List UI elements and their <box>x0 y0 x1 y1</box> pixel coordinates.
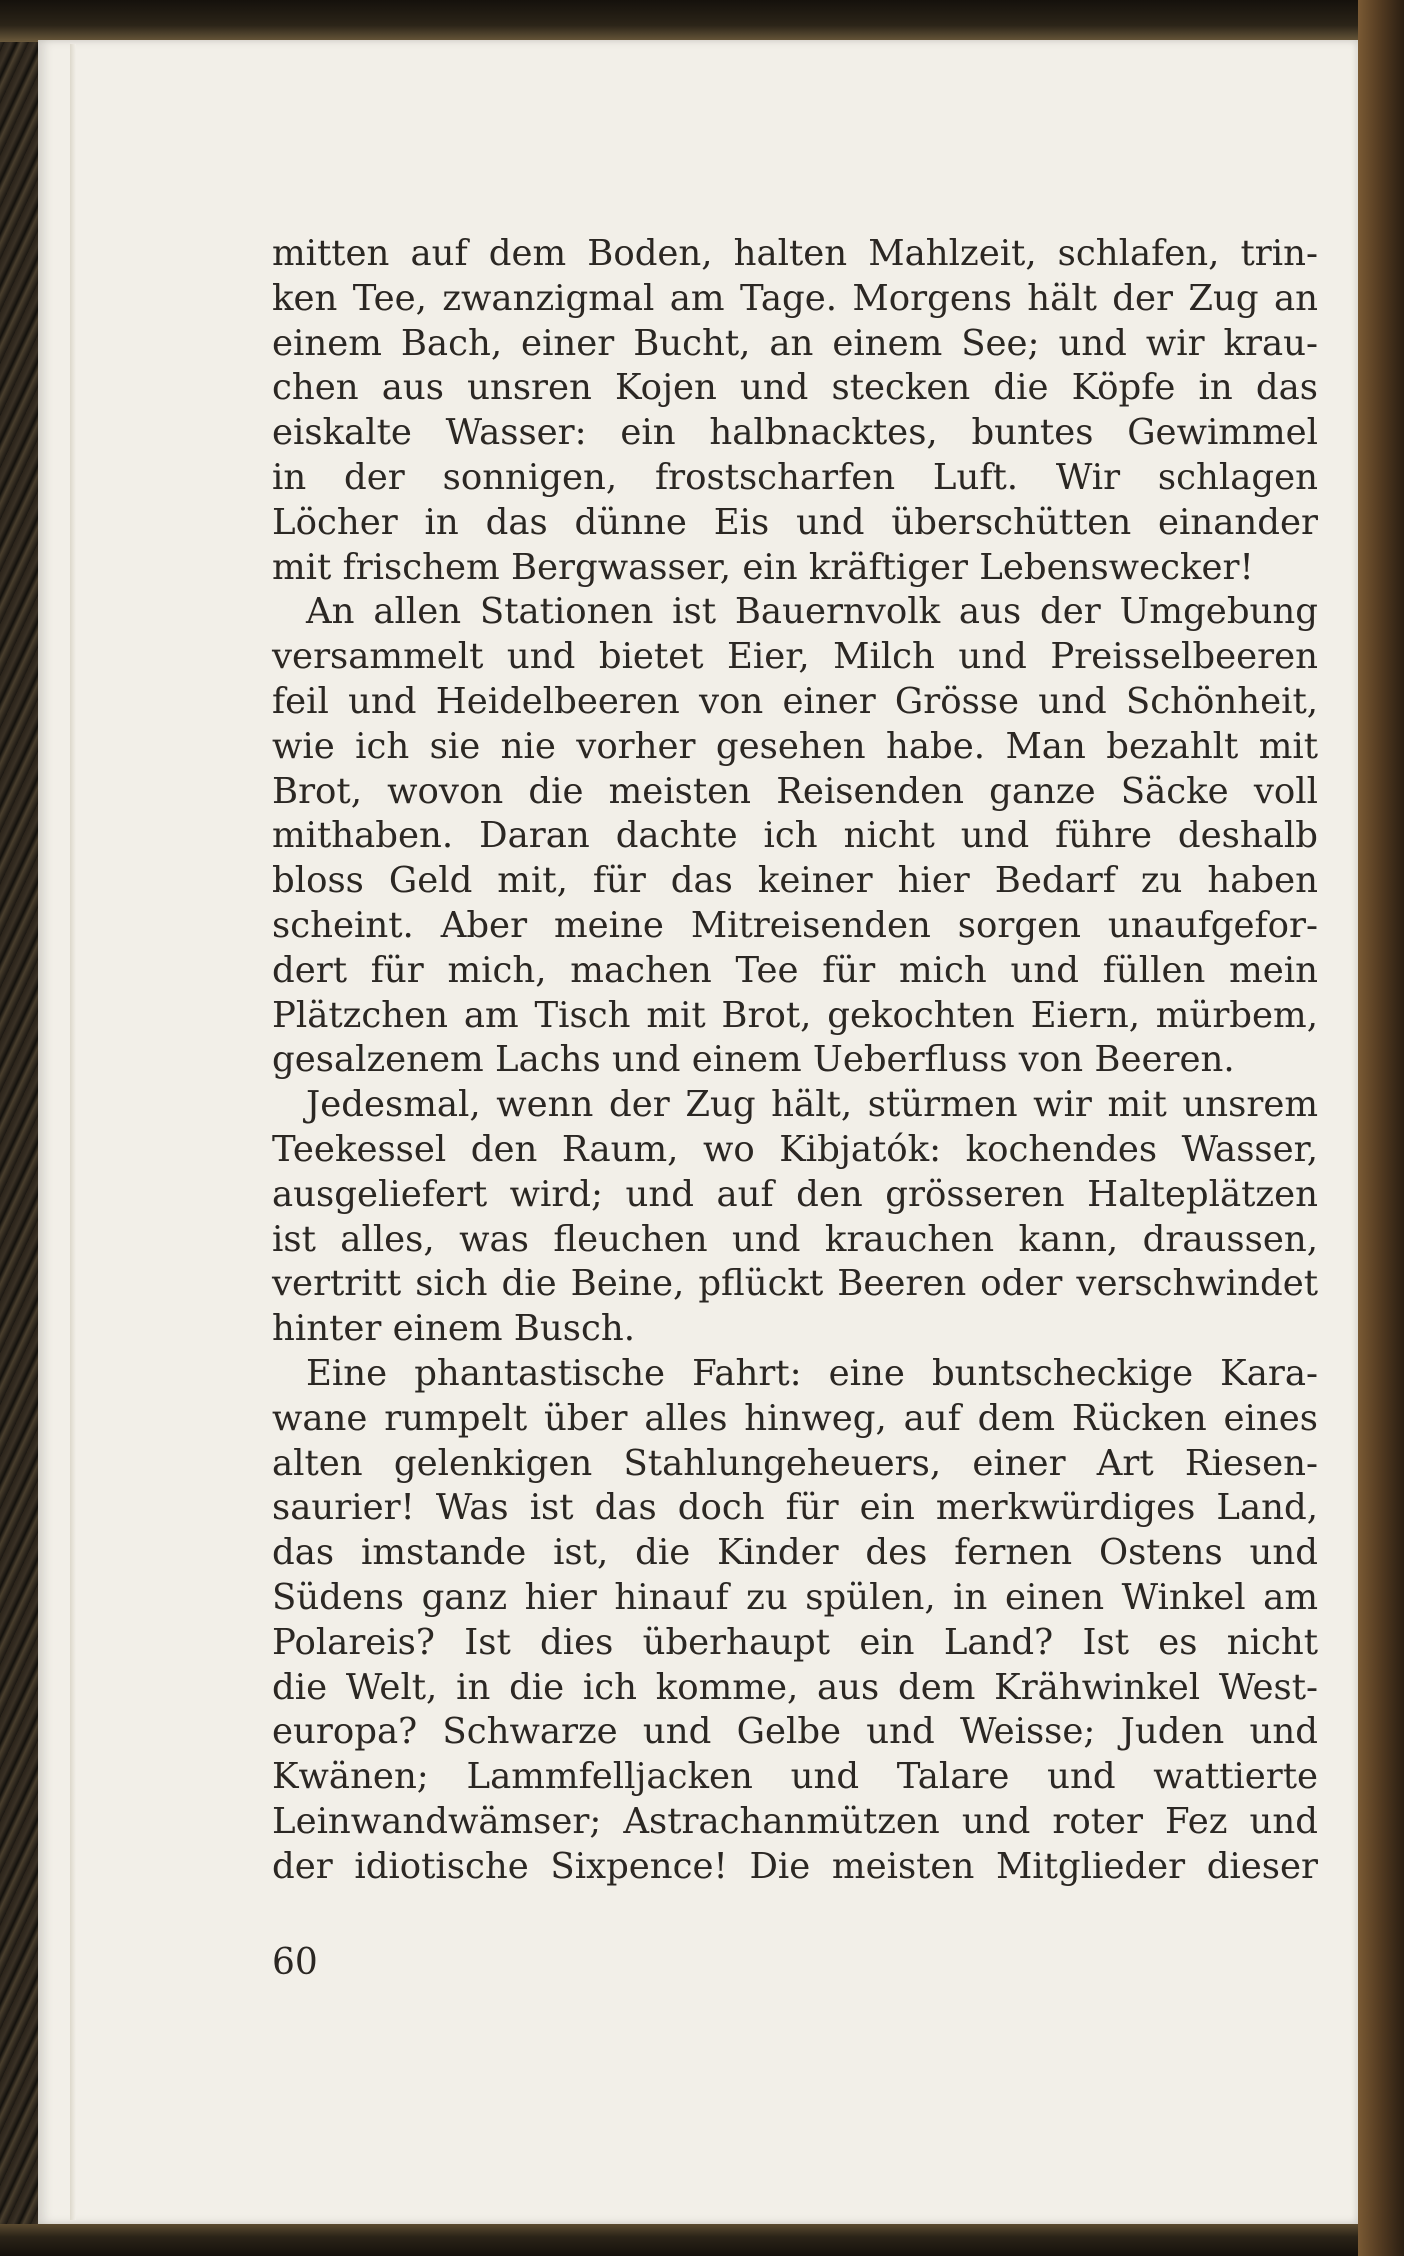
text-line: Löcher in das dünne Eis und überschütten einander <box>272 501 1318 543</box>
text-line: eiskalte Wasser: ein halbnacktes, buntes Gewimmel <box>272 412 1318 454</box>
text-line: Polareis? Ist dies überhaupt ein Land? Ist es nicht <box>272 1621 1318 1663</box>
text-line: das imstande ist, die Kinder des fernen Ostens und <box>272 1532 1318 1574</box>
text-line: saurier! Was ist das doch für ein merkwürdiges Land, <box>272 1487 1318 1529</box>
text-line: vertritt sich die Beine, pflückt Beeren oder verschwindet <box>272 1263 1318 1305</box>
text-line: Leinwandwämser; Astrachanmützen und roter Fez und <box>272 1800 1318 1842</box>
text-line: dert für mich, machen Tee für mich und füllen mein <box>272 949 1318 991</box>
text-line: versammelt und bietet Eier, Milch und Preisselbeeren <box>272 636 1318 678</box>
text-line: chen aus unsren Kojen und stecken die Köpfe in das <box>272 367 1318 409</box>
text-line: Kwänen; Lammfelljacken und Talare und wattierte <box>272 1756 1318 1798</box>
text-line: feil und Heidelbeeren von einer Grösse und Schönheit, <box>272 680 1318 722</box>
text-line: Jedesmal, wenn der Zug hält, stürmen wir mit unsrem <box>306 1084 1318 1126</box>
book-cover-top-edge <box>0 0 1404 42</box>
page-number: 60 <box>272 1942 318 1983</box>
text-line: ausgeliefert wird; und auf den grösseren Halteplätzen <box>272 1173 1318 1215</box>
text-line: ist alles, was fleuchen und krauchen kann, draussen, <box>272 1218 1318 1260</box>
text-line: wie ich sie nie vorher gesehen habe. Man bezahlt mit <box>272 725 1318 767</box>
text-line: Plätzchen am Tisch mit Brot, gekochten Eiern, mürbem, <box>272 994 1318 1036</box>
text-line: alten gelenkigen Stahlungeheuers, einer Art Riesen- <box>272 1442 1318 1484</box>
text-line: Brot, wovon die meisten Reisenden ganze Säcke voll <box>272 770 1318 812</box>
text-line: scheint. Aber meine Mitreisenden sorgen unaufgefor- <box>272 904 1318 946</box>
page-text <box>272 232 1318 1889</box>
text-line: Südens ganz hier hinauf zu spülen, in einen Winkel am <box>272 1576 1318 1618</box>
book-cover-right-edge <box>1358 0 1404 2256</box>
text-line: in der sonnigen, frostscharfen Luft. Wir schlagen <box>272 456 1318 498</box>
text-line: An allen Stationen ist Bauernvolk aus der Umgebung <box>306 591 1318 633</box>
text-line: mithaben. Daran dachte ich nicht und führe deshalb <box>272 815 1318 857</box>
text-line: wane rumpelt über alles hinweg, auf dem Rücken eines <box>272 1397 1318 1439</box>
text-line: bloss Geld mit, für das keiner hier Bedarf zu haben <box>272 860 1318 902</box>
text-line: die Welt, in die ich komme, aus dem Krähwinkel West- <box>272 1666 1318 1708</box>
text-line: Eine phantastische Fahrt: eine buntscheckige Kara- <box>306 1352 1318 1394</box>
text-line: Teekessel den Raum, wo Kibjatók: kochendes Wasser, <box>272 1128 1318 1170</box>
text-line: gesalzenem Lachs und einem Ueberfluss von Beeren. <box>272 1039 1235 1081</box>
text-line: hinter einem Busch. <box>272 1308 635 1350</box>
page-gutter-shadow <box>70 44 76 2220</box>
text-line: einem Bach, einer Bucht, an einem See; und wir krau- <box>272 322 1318 364</box>
text-line: europa? Schwarze und Gelbe und Weisse; Juden und <box>272 1711 1318 1753</box>
text-line: mit frischem Bergwasser, ein kräftiger Lebenswecker! <box>272 546 1254 588</box>
text-line: der idiotische Sixpence! Die meisten Mitglieder dieser <box>272 1845 1318 1887</box>
book-cover-bottom-edge <box>0 2224 1404 2256</box>
text-line: mitten auf dem Boden, halten Mahlzeit, schlafen, trin- <box>272 233 1318 274</box>
text-line: ken Tee, zwanzigmal am Tage. Morgens hält der Zug an <box>272 277 1318 319</box>
